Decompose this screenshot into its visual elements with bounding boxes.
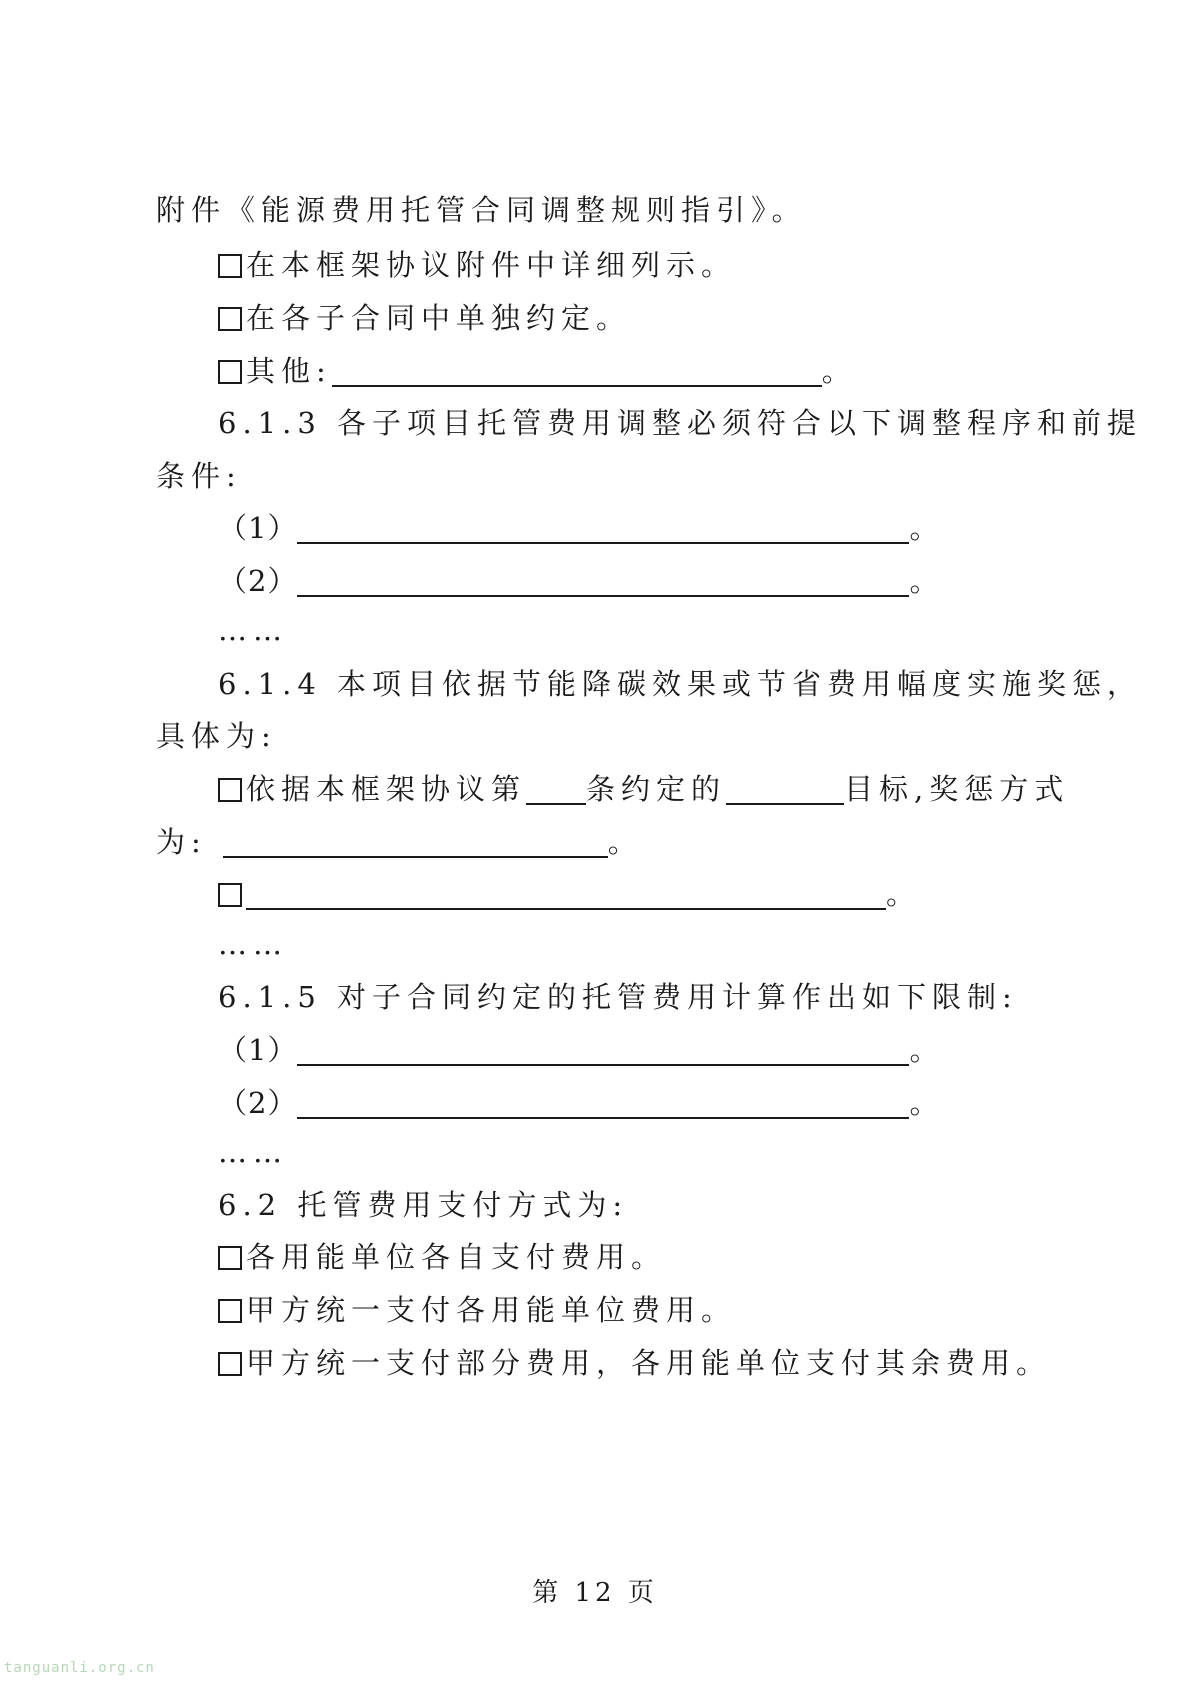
- checkbox-icon[interactable]: [218, 1352, 242, 1376]
- checkbox-option[interactable]: 各用能单位各自支付费用。: [218, 1237, 666, 1277]
- checkbox-option[interactable]: 甲方统一支付各用能单位费用。: [218, 1290, 736, 1330]
- list-item: （1） 。: [218, 511, 945, 545]
- fill-blank[interactable]: [297, 1034, 909, 1066]
- fill-blank[interactable]: [297, 512, 909, 544]
- page-number: 第 12 页: [532, 1578, 658, 1608]
- checkbox-option[interactable]: 依据本框架协议第 条约定的 目标,奖惩方式: [218, 769, 1069, 809]
- fill-blank[interactable]: [246, 878, 886, 910]
- checkbox-icon[interactable]: [218, 1299, 242, 1323]
- list-item: （1） 。: [218, 1033, 945, 1067]
- list-item: （2） 。: [218, 1086, 945, 1120]
- checkbox-icon[interactable]: [218, 1246, 242, 1270]
- text-line: 为: 。: [156, 825, 643, 859]
- checkbox-option-other[interactable]: 其他: 。: [218, 351, 857, 391]
- ellipsis: ……: [218, 927, 288, 961]
- fill-blank[interactable]: [726, 773, 844, 805]
- watermark: tanguanli.org.cn: [4, 1660, 155, 1676]
- checkbox-option[interactable]: 甲方统一支付部分费用，各用能单位支付其余费用。: [218, 1343, 1051, 1383]
- ellipsis: ……: [218, 613, 288, 647]
- fill-blank[interactable]: [526, 773, 586, 805]
- checkbox-icon[interactable]: [218, 360, 242, 384]
- checkbox-icon[interactable]: [218, 254, 242, 278]
- fill-blank[interactable]: [332, 355, 822, 387]
- clause-text: 6.1.3 各子项目托管费用调整必须符合以下调整程序和前提: [218, 406, 1143, 440]
- text-line: 条件:: [156, 459, 242, 493]
- clause-text: 6.1.5 对子合同约定的托管费用计算作出如下限制:: [218, 980, 1018, 1014]
- checkbox-option[interactable]: 在本框架协议附件中详细列示。: [218, 245, 736, 285]
- checkbox-icon[interactable]: [218, 883, 242, 907]
- fill-blank[interactable]: [297, 1087, 909, 1119]
- checkbox-option[interactable]: 在各子合同中单独约定。: [218, 298, 631, 338]
- ellipsis: ……: [218, 1135, 288, 1169]
- checkbox-option[interactable]: 。: [218, 874, 921, 914]
- clause-text: 6.2 托管费用支付方式为:: [218, 1188, 629, 1222]
- text-line: 具体为:: [156, 719, 277, 753]
- list-item: （2） 。: [218, 564, 945, 598]
- checkbox-icon[interactable]: [218, 778, 242, 802]
- fill-blank[interactable]: [223, 826, 608, 858]
- clause-text: 6.1.4 本项目依据节能降碳效果或节省费用幅度实施奖惩，: [218, 667, 1143, 701]
- checkbox-icon[interactable]: [218, 307, 242, 331]
- text-line: 附件《能源费用托管合同调整规则指引》。: [156, 193, 807, 227]
- fill-blank[interactable]: [297, 565, 909, 597]
